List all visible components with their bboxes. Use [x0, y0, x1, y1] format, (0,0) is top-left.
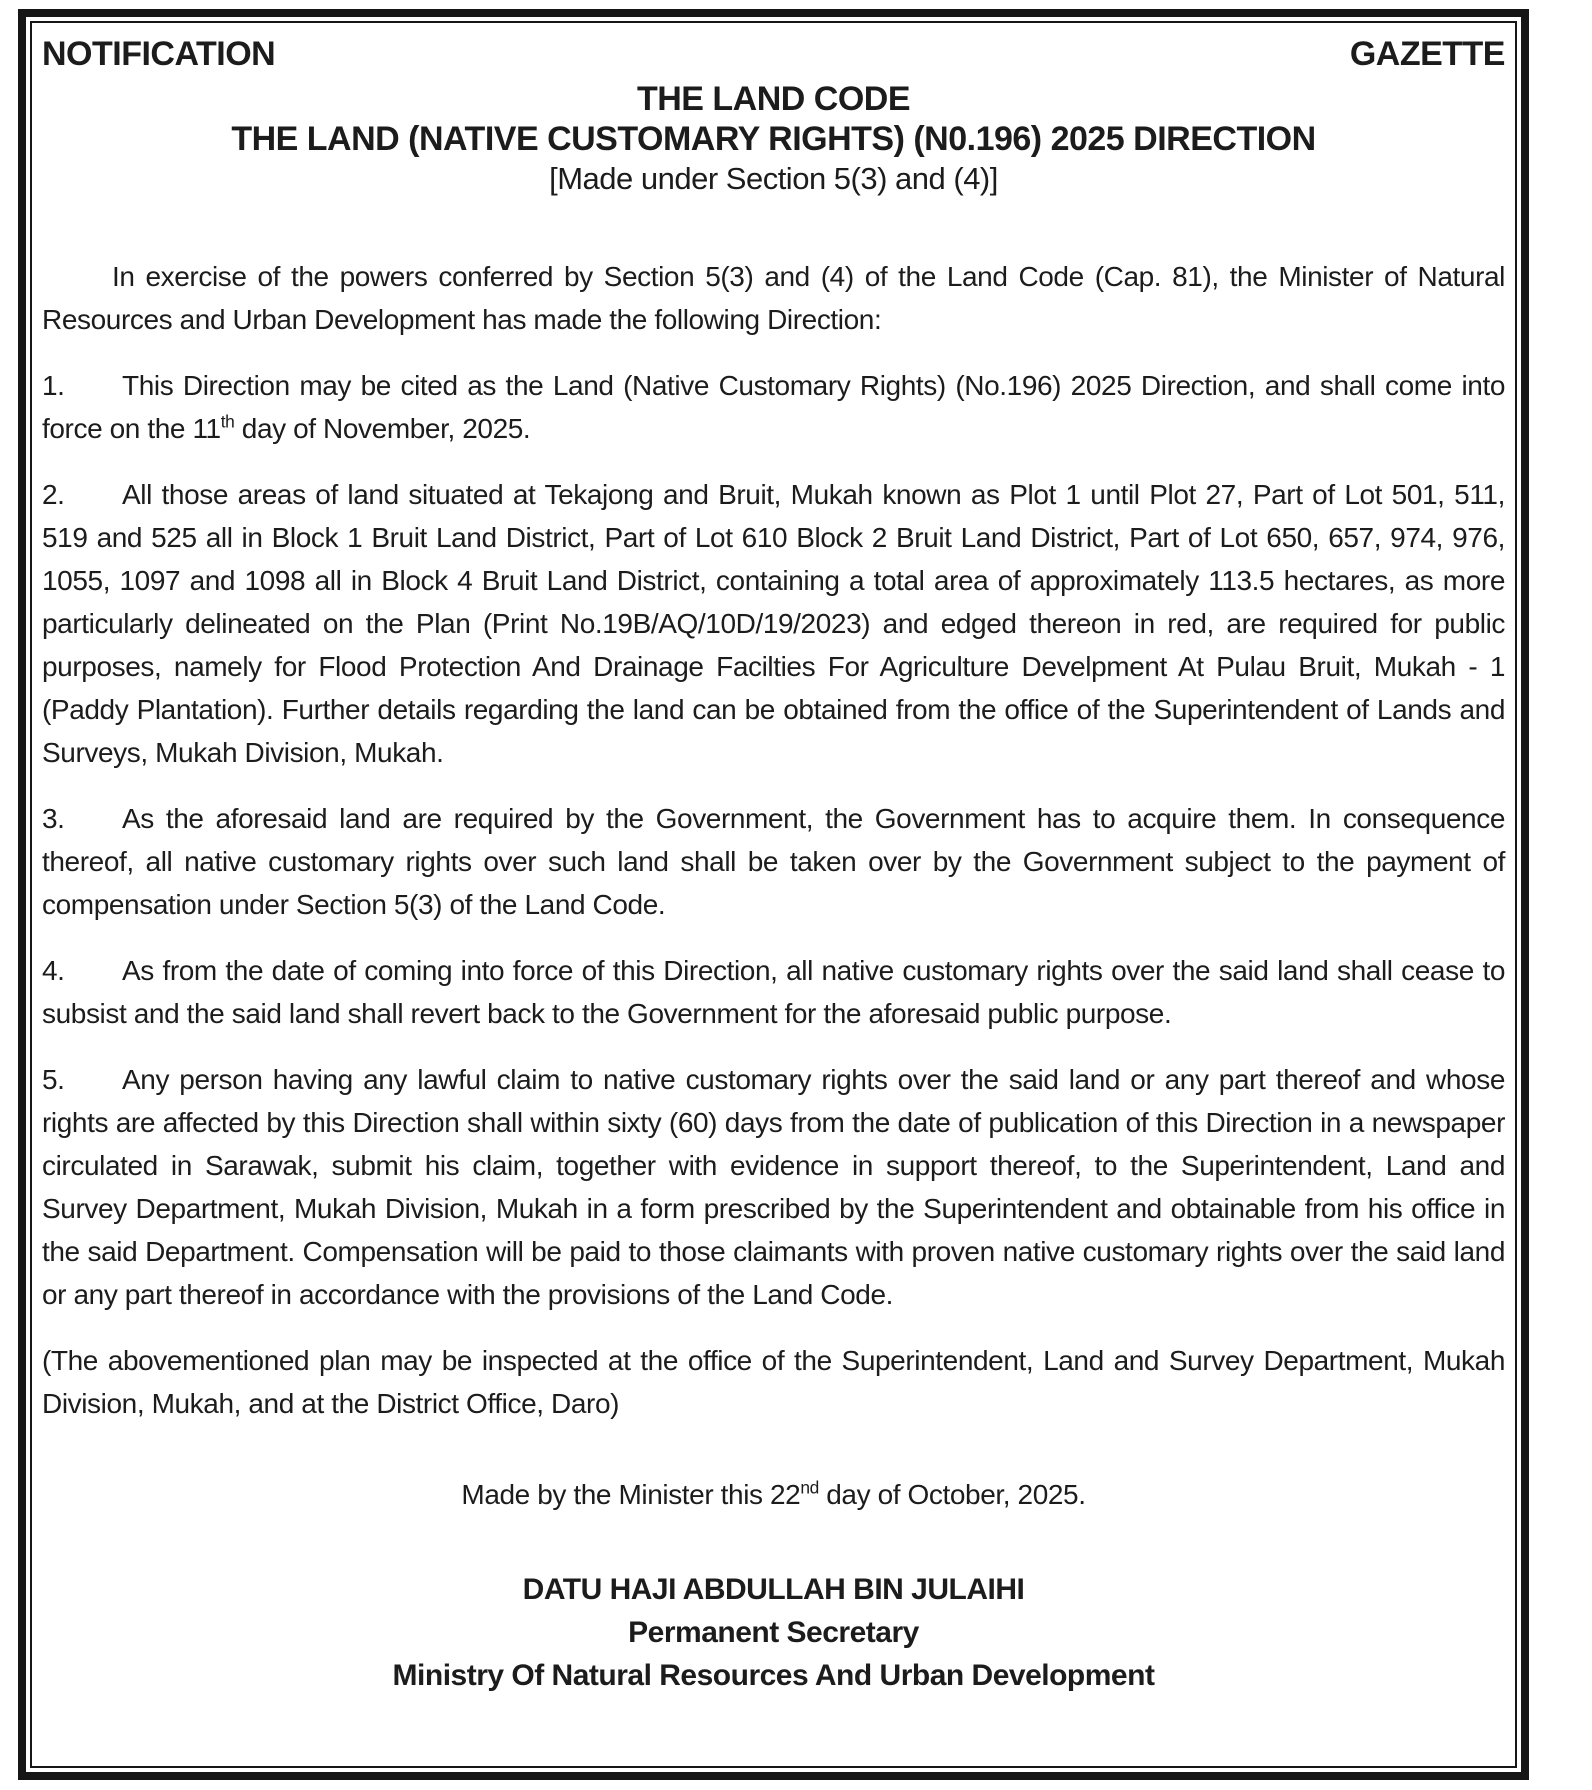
paragraph: 5. Any person having any lawful claim to native customary rights over the said land or any part thereof and whose rights are affected by this Direction shall within sixty (60) days from the date of publication of this Direction in a newspaper circulated in Sarawak, submit his claim, together with evidence in support thereof, to the Superintendent, Land and Survey Department, Mukah Division, Mukah in a form prescribed by the Superintendent and obtainable from his office in the said Department. Compensation will be paid to those claimants with proven native customary rights over the said land or any part thereof in accordance with the provisions of the Land Code. — [42, 1058, 1505, 1316]
title-block — [42, 79, 1505, 199]
paragraph: In exercise of the powers conferred by Section 5(3) and (4) of the Land Code (Cap. 81), the Minister of Natural Resources and Urban Development has made the following Direction: — [42, 261, 1505, 335]
document-outer-border — [18, 9, 1529, 1780]
paragraph-number: 2. — [42, 479, 65, 510]
paragraph-number: 1. — [42, 370, 65, 401]
document-title-line1: THE LAND CODE — [636, 80, 911, 118]
paragraph: Made by the Minister this 22nd day of October, 2025. — [461, 1477, 1086, 1510]
gazette-label: GAZETTE — [1349, 35, 1505, 73]
signatory-title: Permanent Secretary — [628, 1616, 919, 1649]
paragraph: 1. This Direction may be cited as the Land (Native Customary Rights) (No.196) 2025 Direction, and shall come into force on the 11th day of November, 2025. — [42, 364, 1505, 450]
signatory-name: DATU HAJI ABDULLAH BIN JULAIHI — [522, 1573, 1025, 1606]
document-inner-border — [30, 21, 1517, 1768]
paragraph-number: 5. — [42, 1064, 65, 1095]
document-body — [42, 255, 1505, 1516]
paragraph-number: 4. — [42, 955, 65, 986]
notification-label: NOTIFICATION — [42, 35, 276, 73]
document-subtitle: [Made under Section 5(3) and (4)] — [549, 161, 998, 196]
signature-block — [42, 1568, 1505, 1697]
signatory-ministry: Ministry Of Natural Resources And Urban Development — [392, 1659, 1155, 1692]
paragraph: (The abovementioned plan may be inspected at the office of the Superintendent, Land and Survey Department, Mukah Division, Mukah, and at the District Office, Daro) — [42, 1345, 1505, 1419]
document-title-line2: THE LAND (NATIVE CUSTOMARY RIGHTS) (N0.196) 2025 DIRECTION — [231, 120, 1316, 158]
paragraph: 3. As the aforesaid land are required by the Government, the Government has to acquire them. In consequence thereof, all native customary rights over such land shall be taken over by the Government subject to the payment of compensation under Section 5(3) of the Land Code. — [42, 797, 1505, 926]
paragraph: 4. As from the date of coming into force of this Direction, all native customary rights over the said land shall cease to subsist and the said land shall revert back to the Government for the aforesaid public purpose. — [42, 949, 1505, 1035]
document-content — [32, 23, 1515, 1766]
paragraph-number: 3. — [42, 803, 65, 834]
paragraph: 2. All those areas of land situated at Tekajong and Bruit, Mukah known as Plot 1 until Plot 27, Part of Lot 501, 511, 519 and 525 all in Block 1 Bruit Land District, Part of Lot 610 Block 2 Bruit Land District, Part of Lot 650, 657, 974, 976, 1055, 1097 and 1098 all in Block 4 Bruit Land District, containing a total area of approximately 113.5 hectares, as more particularly delineated on the Plan (Print No.19B/AQ/10D/19/2023) and edged thereon in red, are required for public purposes, namely for Flood Protection And Drainage Facilties For Agriculture Develpment At Pulau Bruit, Mukah - 1 (Paddy Plantation). Further details regarding the land can be obtained from the office of the Superintendent of Lands and Surveys, Mukah Division, Mukah. — [42, 473, 1505, 774]
gazette-header-row — [42, 35, 1505, 73]
